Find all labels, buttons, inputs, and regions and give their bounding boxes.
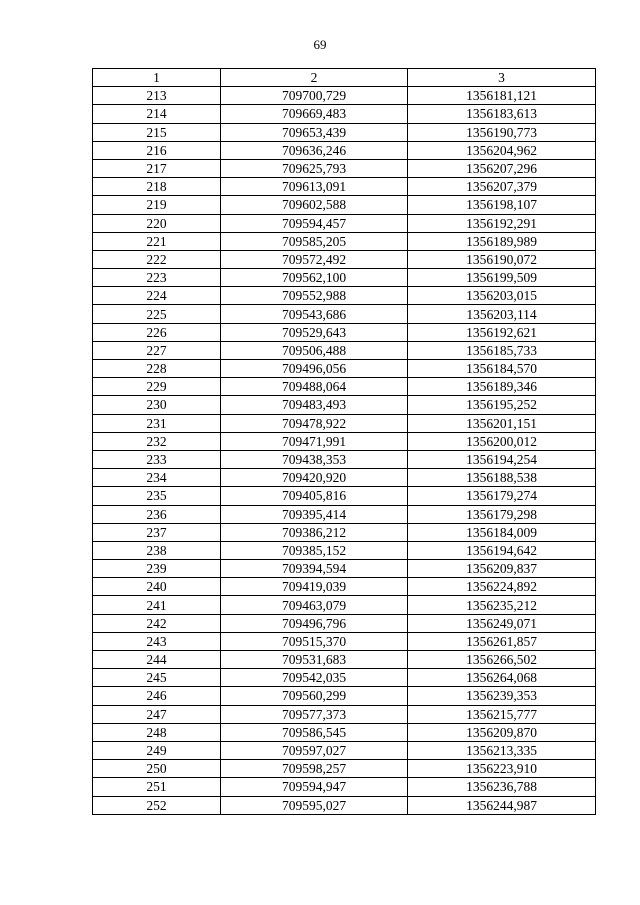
table-row [93,614,596,632]
x-coordinate-cell: 709598,257 [221,760,408,778]
table-row [93,578,596,596]
point-number-cell: 223 [93,269,221,287]
table-row [93,232,596,250]
y-coordinate-cell: 1356192,291 [408,214,596,232]
x-coordinate-cell: 709515,370 [221,632,408,650]
y-coordinate-cell: 1356190,072 [408,250,596,268]
page-number: 69 [313,37,327,52]
point-number-cell: 244 [93,651,221,669]
y-coordinate-cell: 1356264,068 [408,669,596,687]
table-row [93,432,596,450]
point-number-cell: 214 [93,105,221,123]
point-number-cell: 235 [93,487,221,505]
x-coordinate-cell: 709529,643 [221,323,408,341]
table-row [93,687,596,705]
x-coordinate-cell: 709385,152 [221,541,408,559]
point-number-cell: 230 [93,396,221,414]
table-row [93,159,596,177]
table-row [93,796,596,814]
point-number-cell: 216 [93,141,221,159]
table-row [93,341,596,359]
table-row [93,360,596,378]
table-row [93,123,596,141]
table-row [93,196,596,214]
y-coordinate-cell: 1356266,502 [408,651,596,669]
table-row [93,396,596,414]
x-coordinate-cell: 709700,729 [221,87,408,105]
x-coordinate-cell: 709560,299 [221,687,408,705]
x-coordinate-cell: 709488,064 [221,378,408,396]
point-number-cell: 229 [93,378,221,396]
x-coordinate-cell: 709483,493 [221,396,408,414]
column-header-1: 1 [93,69,221,87]
y-coordinate-cell: 1356184,009 [408,523,596,541]
table-row [93,523,596,541]
table-row [93,487,596,505]
y-coordinate-cell: 1356215,777 [408,705,596,723]
x-coordinate-cell: 709585,205 [221,232,408,250]
x-coordinate-cell: 709562,100 [221,269,408,287]
point-number-cell: 240 [93,578,221,596]
point-number-cell: 241 [93,596,221,614]
column-header-2: 2 [221,69,408,87]
table-row [93,323,596,341]
point-number-cell: 252 [93,796,221,814]
y-coordinate-cell: 1356189,346 [408,378,596,396]
x-coordinate-cell: 709542,035 [221,669,408,687]
point-number-cell: 250 [93,760,221,778]
y-coordinate-cell: 1356239,353 [408,687,596,705]
x-coordinate-cell: 709594,457 [221,214,408,232]
point-number-cell: 219 [93,196,221,214]
table-row [93,596,596,614]
x-coordinate-cell: 709419,039 [221,578,408,596]
point-number-cell: 220 [93,214,221,232]
y-coordinate-cell: 1356213,335 [408,741,596,759]
table-row [93,214,596,232]
point-number-cell: 222 [93,250,221,268]
y-coordinate-cell: 1356190,773 [408,123,596,141]
x-coordinate-cell: 709531,683 [221,651,408,669]
table-row [93,105,596,123]
x-coordinate-cell: 709471,991 [221,432,408,450]
point-number-cell: 215 [93,123,221,141]
table-row [93,541,596,559]
x-coordinate-cell: 709552,988 [221,287,408,305]
y-coordinate-cell: 1356204,962 [408,141,596,159]
point-number-cell: 234 [93,469,221,487]
table-row [93,778,596,796]
table-row [93,632,596,650]
x-coordinate-cell: 709496,796 [221,614,408,632]
point-number-cell: 217 [93,159,221,177]
point-number-cell: 251 [93,778,221,796]
table-body [93,87,596,815]
table-row [93,87,596,105]
y-coordinate-cell: 1356194,642 [408,541,596,559]
table-row [93,651,596,669]
table-row [93,760,596,778]
table-row [93,469,596,487]
x-coordinate-cell: 709586,545 [221,723,408,741]
table-row [93,723,596,741]
point-number-cell: 228 [93,360,221,378]
y-coordinate-cell: 1356249,071 [408,614,596,632]
table-row [93,741,596,759]
y-coordinate-cell: 1356192,621 [408,323,596,341]
x-coordinate-cell: 709636,246 [221,141,408,159]
coordinates-table [92,68,596,815]
y-coordinate-cell: 1356207,296 [408,159,596,177]
x-coordinate-cell: 709394,594 [221,560,408,578]
x-coordinate-cell: 709478,922 [221,414,408,432]
x-coordinate-cell: 709653,439 [221,123,408,141]
y-coordinate-cell: 1356235,212 [408,596,596,614]
point-number-cell: 238 [93,541,221,559]
x-coordinate-cell: 709572,492 [221,250,408,268]
y-coordinate-cell: 1356244,987 [408,796,596,814]
x-coordinate-cell: 709463,079 [221,596,408,614]
y-coordinate-cell: 1356181,121 [408,87,596,105]
point-number-cell: 248 [93,723,221,741]
point-number-cell: 225 [93,305,221,323]
point-number-cell: 226 [93,323,221,341]
point-number-cell: 232 [93,432,221,450]
x-coordinate-cell: 709577,373 [221,705,408,723]
table-row [93,450,596,468]
table-row [93,305,596,323]
x-coordinate-cell: 709594,947 [221,778,408,796]
y-coordinate-cell: 1356188,538 [408,469,596,487]
point-number-cell: 227 [93,341,221,359]
point-number-cell: 242 [93,614,221,632]
y-coordinate-cell: 1356209,870 [408,723,596,741]
point-number-cell: 247 [93,705,221,723]
x-coordinate-cell: 709386,212 [221,523,408,541]
y-coordinate-cell: 1356194,254 [408,450,596,468]
point-number-cell: 243 [93,632,221,650]
y-coordinate-cell: 1356179,274 [408,487,596,505]
x-coordinate-cell: 709405,816 [221,487,408,505]
x-coordinate-cell: 709395,414 [221,505,408,523]
x-coordinate-cell: 709602,588 [221,196,408,214]
y-coordinate-cell: 1356198,107 [408,196,596,214]
point-number-cell: 237 [93,523,221,541]
x-coordinate-cell: 709625,793 [221,159,408,177]
point-number-cell: 233 [93,450,221,468]
y-coordinate-cell: 1356209,837 [408,560,596,578]
y-coordinate-cell: 1356203,114 [408,305,596,323]
point-number-cell: 218 [93,178,221,196]
y-coordinate-cell: 1356261,857 [408,632,596,650]
x-coordinate-cell: 709669,483 [221,105,408,123]
x-coordinate-cell: 709506,488 [221,341,408,359]
y-coordinate-cell: 1356195,252 [408,396,596,414]
x-coordinate-cell: 709438,353 [221,450,408,468]
table-row [93,178,596,196]
x-coordinate-cell: 709420,920 [221,469,408,487]
y-coordinate-cell: 1356203,015 [408,287,596,305]
table-row [93,287,596,305]
point-number-cell: 221 [93,232,221,250]
point-number-cell: 213 [93,87,221,105]
x-coordinate-cell: 709613,091 [221,178,408,196]
table-row [93,560,596,578]
y-coordinate-cell: 1356179,298 [408,505,596,523]
y-coordinate-cell: 1356185,733 [408,341,596,359]
table-row [93,378,596,396]
x-coordinate-cell: 709597,027 [221,741,408,759]
y-coordinate-cell: 1356224,892 [408,578,596,596]
y-coordinate-cell: 1356223,910 [408,760,596,778]
point-number-cell: 249 [93,741,221,759]
table-header-row [93,69,596,87]
table-row [93,669,596,687]
y-coordinate-cell: 1356200,012 [408,432,596,450]
x-coordinate-cell: 709543,686 [221,305,408,323]
point-number-cell: 236 [93,505,221,523]
point-number-cell: 224 [93,287,221,305]
point-number-cell: 231 [93,414,221,432]
point-number-cell: 239 [93,560,221,578]
table-row [93,414,596,432]
point-number-cell: 246 [93,687,221,705]
y-coordinate-cell: 1356183,613 [408,105,596,123]
table-row [93,250,596,268]
table-row [93,141,596,159]
y-coordinate-cell: 1356207,379 [408,178,596,196]
table-row [93,505,596,523]
x-coordinate-cell: 709595,027 [221,796,408,814]
y-coordinate-cell: 1356201,151 [408,414,596,432]
point-number-cell: 245 [93,669,221,687]
table-row [93,705,596,723]
table-row [93,269,596,287]
column-header-3: 3 [408,69,596,87]
y-coordinate-cell: 1356236,788 [408,778,596,796]
y-coordinate-cell: 1356199,509 [408,269,596,287]
y-coordinate-cell: 1356189,989 [408,232,596,250]
x-coordinate-cell: 709496,056 [221,360,408,378]
y-coordinate-cell: 1356184,570 [408,360,596,378]
